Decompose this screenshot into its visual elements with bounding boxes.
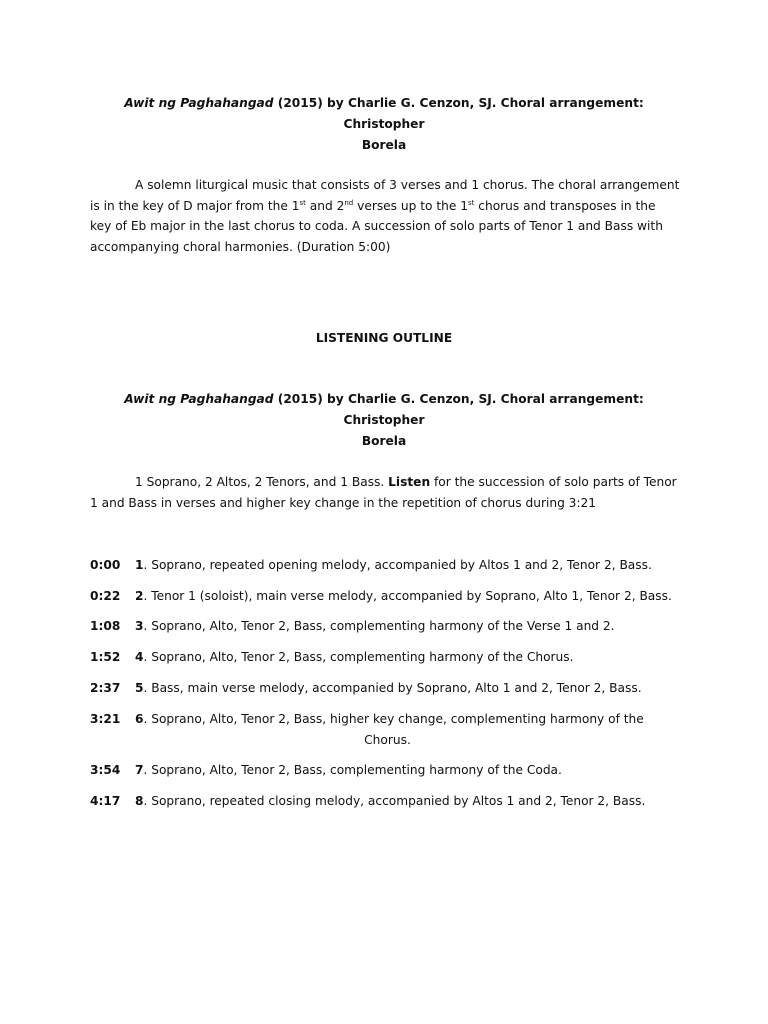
item-description (135, 760, 680, 781)
item-number: 3 (135, 619, 144, 633)
item-number: 8 (135, 794, 144, 808)
timestamp: 3:54 (90, 763, 121, 777)
item-description (135, 647, 680, 668)
intro-paragraph (90, 175, 680, 257)
item-number: 5 (135, 681, 144, 695)
item-number: 6 (135, 712, 144, 726)
item-description (135, 791, 680, 812)
item-number: 1 (135, 558, 144, 572)
intro-text-1: A solemn liturgical music that consists of 3 verses and 1 chorus. The choral arrangement is in the key of D major from the 1 (90, 178, 680, 213)
listen-label: Listen (388, 475, 431, 489)
timestamp: 2:37 (90, 681, 121, 695)
voices-paragraph (90, 472, 680, 513)
title-rest: (2015) by Charlie G. Cenzon, SJ. Choral arrangement: Christopher (273, 96, 644, 131)
item-text: . Soprano, repeated opening melody, accompanied by Altos 1 and 2, Tenor 2, Bass. (143, 558, 652, 572)
intro-text-2: and 2 (305, 198, 345, 213)
item-number: 7 (135, 763, 144, 777)
intro-text-3: verses up to the 1 (353, 198, 468, 213)
item-description (135, 555, 680, 576)
item-text-continued: Chorus. (364, 732, 411, 747)
item-description (135, 586, 680, 607)
document-title (96, 93, 672, 156)
outline-title (96, 389, 672, 452)
item-text: . Soprano, Alto, Tenor 2, Bass, complementing harmony of the Verse 1 and 2. (143, 619, 615, 633)
title-line2: Borela (361, 138, 407, 152)
outline-title-line2: Borela (361, 434, 407, 448)
item-text: . Soprano, repeated closing melody, accompanied by Altos 1 and 2, Tenor 2, Bass. (143, 794, 646, 808)
outline-title-rest: (2015) by Charlie G. Cenzon, SJ. Choral arrangement: Christopher (273, 392, 644, 427)
item-number: 2 (135, 589, 144, 603)
item-number: 4 (135, 650, 144, 664)
item-text: . Bass, main verse melody, accompanied by Soprano, Alto 1 and 2, Tenor 2, Bass. (143, 681, 642, 695)
work-title: Awit ng Paghahangad (124, 96, 274, 110)
timestamp: 1:52 (90, 650, 121, 664)
item-text: . Soprano, Alto, Tenor 2, Bass, complementing harmony of the Chorus. (143, 650, 574, 664)
sup-st-2: st (467, 198, 475, 207)
timestamp: 0:00 (90, 558, 121, 572)
timestamp: 1:08 (90, 619, 121, 633)
listening-outline-heading: LISTENING OUTLINE (315, 331, 453, 345)
sup-nd: nd (344, 198, 354, 207)
timestamp: 4:17 (90, 794, 121, 808)
timestamp: 3:21 (90, 712, 121, 726)
timestamp: 0:22 (90, 589, 121, 603)
sup-st: st (299, 198, 306, 207)
voices-text: 1 Soprano, 2 Altos, 2 Tenors, and 1 Bass. (135, 475, 389, 489)
outline-work-title: Awit ng Paghahangad (124, 392, 274, 406)
item-text: . Soprano, Alto, Tenor 2, Bass, higher key change, complementing harmony of the (143, 712, 644, 726)
listen-text: for the succession of solo parts of Tenor 1 and Bass in verses and higher key change in the repetition of chorus during 3:21 (90, 475, 677, 510)
item-text: . Tenor 1 (soloist), main verse melody, accompanied by Soprano, Alto 1, Tenor 2, Bass. (143, 589, 672, 603)
item-description (135, 709, 680, 750)
item-description (135, 678, 680, 699)
item-text: . Soprano, Alto, Tenor 2, Bass, complementing harmony of the Coda. (143, 763, 562, 777)
intro-text-4: chorus and transposes in the key of Eb major in the last chorus to coda. A succession of solo parts of Tenor 1 and Bass with accompanying choral harmonies. (Duration 5:00) (90, 198, 663, 254)
item-description (135, 616, 680, 637)
